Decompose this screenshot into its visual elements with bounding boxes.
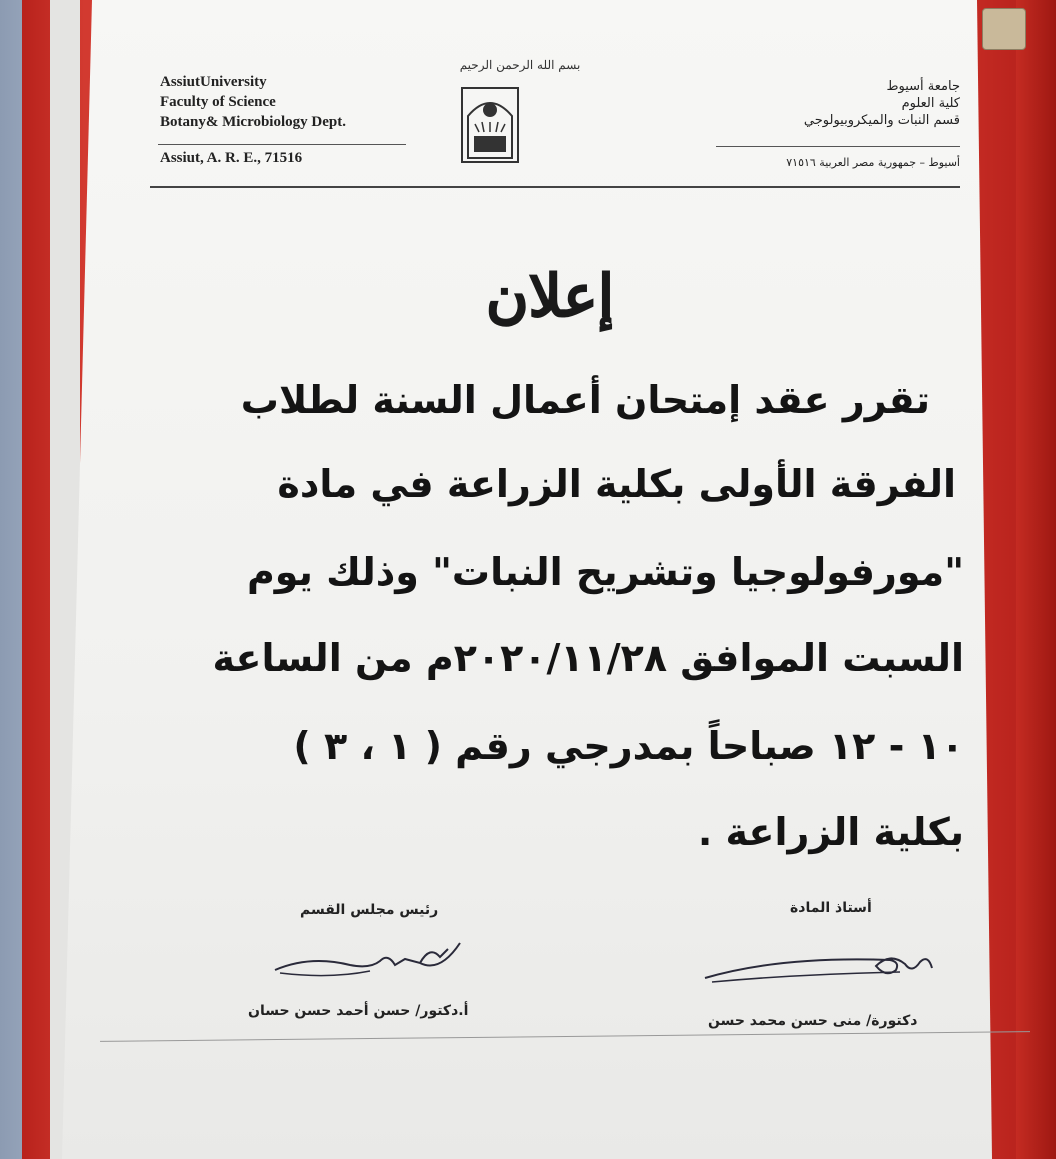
dept-head-label: رئيس مجلس القسم [300,902,439,918]
university-logo [460,86,520,164]
course-professor-label: أستاذ المادة [790,900,872,916]
dept-head-name: أ.دكتور/ حسن أحمد حسن حسان [248,1003,469,1019]
body-line-4: السبت الموافق ٢٠٢٠/١١/٢٨م من الساعة [212,636,964,680]
header-ar-address: أسيوط – جمهورية مصر العربية ٧١٥١٦ [786,156,960,169]
header-en-line: Botany& Microbiology Dept. [160,114,346,130]
header-arabic [804,78,960,129]
basmala: بسم الله الرحمن الرحيم [459,58,581,72]
body-line-5: ١٠ - ١٢ صباحاً بمدرجي رقم ( ١ ، ٣ ) [293,724,964,768]
dept-head-signature [270,935,470,985]
header-ar-line: جامعة أسيوط [886,79,960,94]
body-line-3: "مورفولوجيا وتشريح النبات" وذلك يوم [246,550,964,594]
header-en-divider [158,144,406,145]
course-professor-signature [700,944,940,988]
header-ar-divider [716,146,960,147]
folder-edge [1016,0,1056,1159]
header-ar-line: كلية العلوم [901,96,960,111]
header-en-line: Faculty of Science [160,94,276,110]
body-line-2: الفرقة الأولى بكلية الزراعة في مادة [277,462,956,506]
folder-clip [982,8,1026,50]
header-rule [150,186,960,188]
header-english [160,72,346,132]
header-ar-line: قسم النبات والميكروبيولوجي [803,113,960,128]
header-en-line: AssiutUniversity [160,74,267,90]
body-line-1: تقرر عقد إمتحان أعمال السنة لطلاب [240,378,930,422]
course-professor-name: دكتورة/ منى حسن محمد حسن [708,1013,918,1029]
header-en-address: Assiut, A. R. E., 71516 [160,150,303,166]
announcement-title: إعلان [486,262,614,330]
body-line-6: بكلية الزراعة . [697,810,964,854]
